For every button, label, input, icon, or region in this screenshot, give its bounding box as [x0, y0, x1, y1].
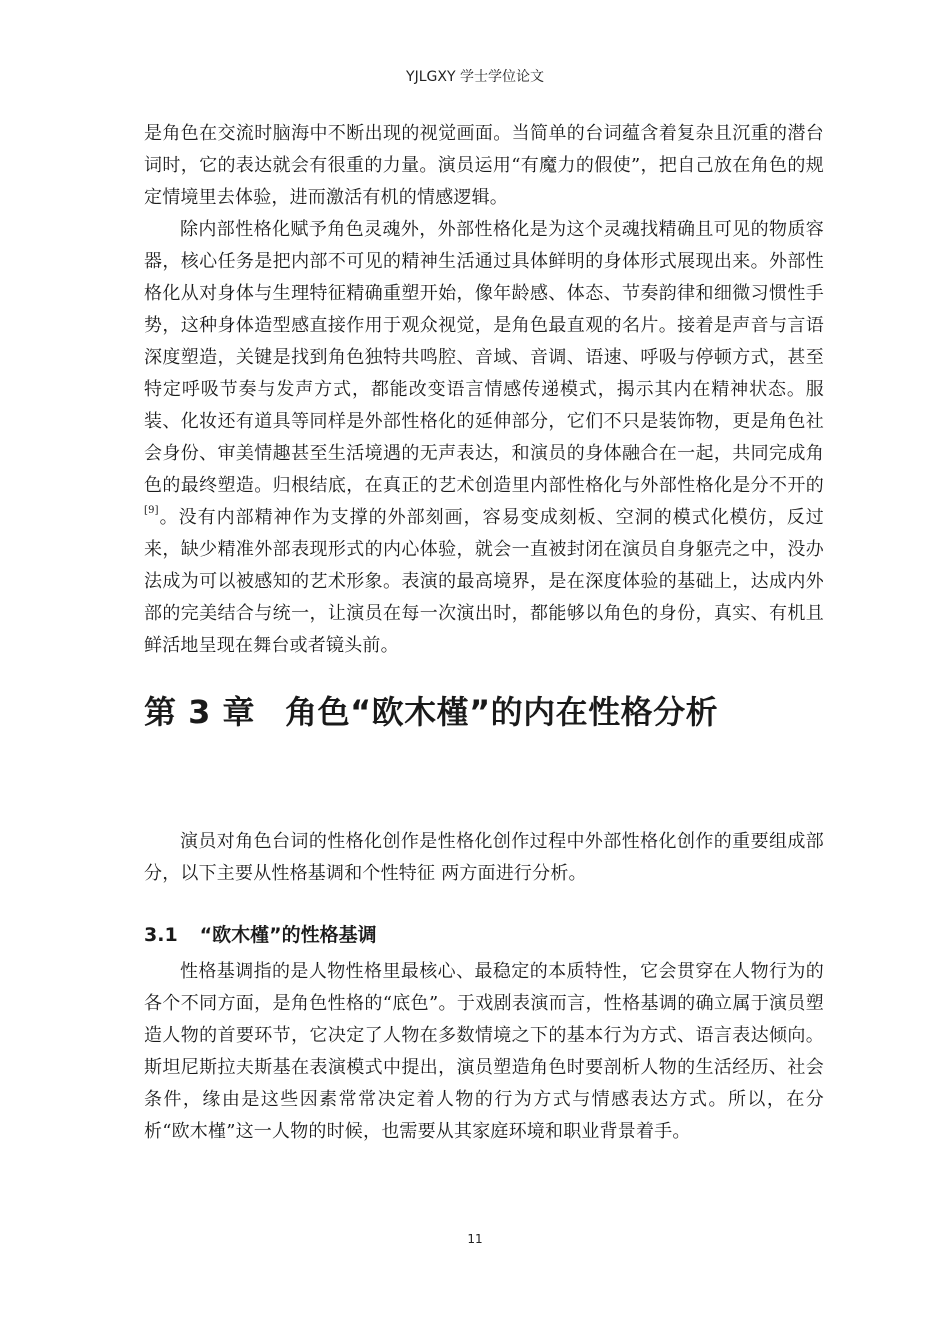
chapter-intro-paragraph: 演员对角色台词的性格化创作是性格化创作过程中外部性格化创作的重要组成部分，以下主要从性格基调和个性特征 两方面进行分析。 — [144, 831, 824, 884]
running-header: YJLGXY 学士学位论文 — [406, 69, 544, 85]
section-heading — [144, 920, 824, 950]
page-number: 11 — [467, 1232, 483, 1246]
section-number: 3.1 — [144, 924, 178, 946]
body-paragraph-continued: 是角色在交流时脑海中不断出现的视觉画面。当简单的台词蕴含着复杂且沉重的潜台词时，它的表达就会有很重的力量。演员运用“有魔力的假使”，把自己放在角色的规定情境里去体验，进而激活有机的情感逻辑。 — [144, 123, 824, 208]
paragraph-text-part-2: 。没有内部精神作为支撑的外部刻画，容易变成刻板、空洞的模式化模仿，反过来，缺少精准外部表现形式的内心体验，就会一直被封闭在演员自身躯壳之中，没办法成为可以被感知的艺术形象。表演的最高境界，是在深度体验的基础上，达成内外部的完美结合与统一，让演员在每一次演出时，都能够以角色的身份，真实、有机且鲜活地呈现在舞台或者镜头前。 — [144, 507, 824, 656]
chapter-number: 第 3 章 — [144, 693, 256, 731]
section-body-paragraph: 性格基调指的是人物性格里最核心、最稳定的本质特性，它会贯穿在人物行为的各个不同方面，是角色性格的“底色”。于戏剧表演而言，性格基调的确立属于演员塑造人物的首要环节，它决定了人物在多数情境之下的基本行为方式、语言表达倾向。斯坦尼斯拉夫斯基在表演模式中提出，演员塑造角色时要剖析人物的生活经历、社会条件，缘由是这些因素常常决定着人物的行为方式与情感表达方式。所以，在分析“欧木槿”这一人物的时候，也需要从其家庭环境和职业背景着手。 — [144, 961, 824, 1142]
chapter-title: 角色“欧木槿”的内在性格分析 — [285, 693, 719, 731]
body-paragraph-external-characterization — [144, 214, 824, 662]
page-content — [144, 118, 824, 1148]
chapter-heading — [144, 692, 824, 732]
section-title: “欧木槿”的性格基调 — [199, 924, 377, 946]
paragraph-text-part-1: 除内部性格化赋予角色灵魂外，外部性格化是为这个灵魂找精确且可见的物质容器，核心任务是把内部不可见的精神生活通过具体鲜明的身体形式展现出来。外部性格化从对身体与生理特征精确重塑开始，像年龄感、体态、节奏韵律和细微习惯性手势，这种身体造型感直接作用于观众视觉，是角色最直观的名片。接着是声音与言语深度塑造，关键是找到角色独特共鸣腔、音域、音调、语速、呼吸与停顿方式，甚至特定呼吸节奏与发声方式，都能改变语言情感传递模式，揭示其内在精神状态。服装、化妆还有道具等同样是外部性格化的延伸部分，它们不只是装饰物，更是角色社会身份、审美情趣甚至生活境遇的无声表达，和演员的身体融合在一起，共同完成角色的最终塑造。归根结底，在真正的艺术创造里内部性格化与外部性格化是分不开的 — [144, 219, 824, 496]
citation-reference[interactable]: [9] — [144, 505, 159, 516]
